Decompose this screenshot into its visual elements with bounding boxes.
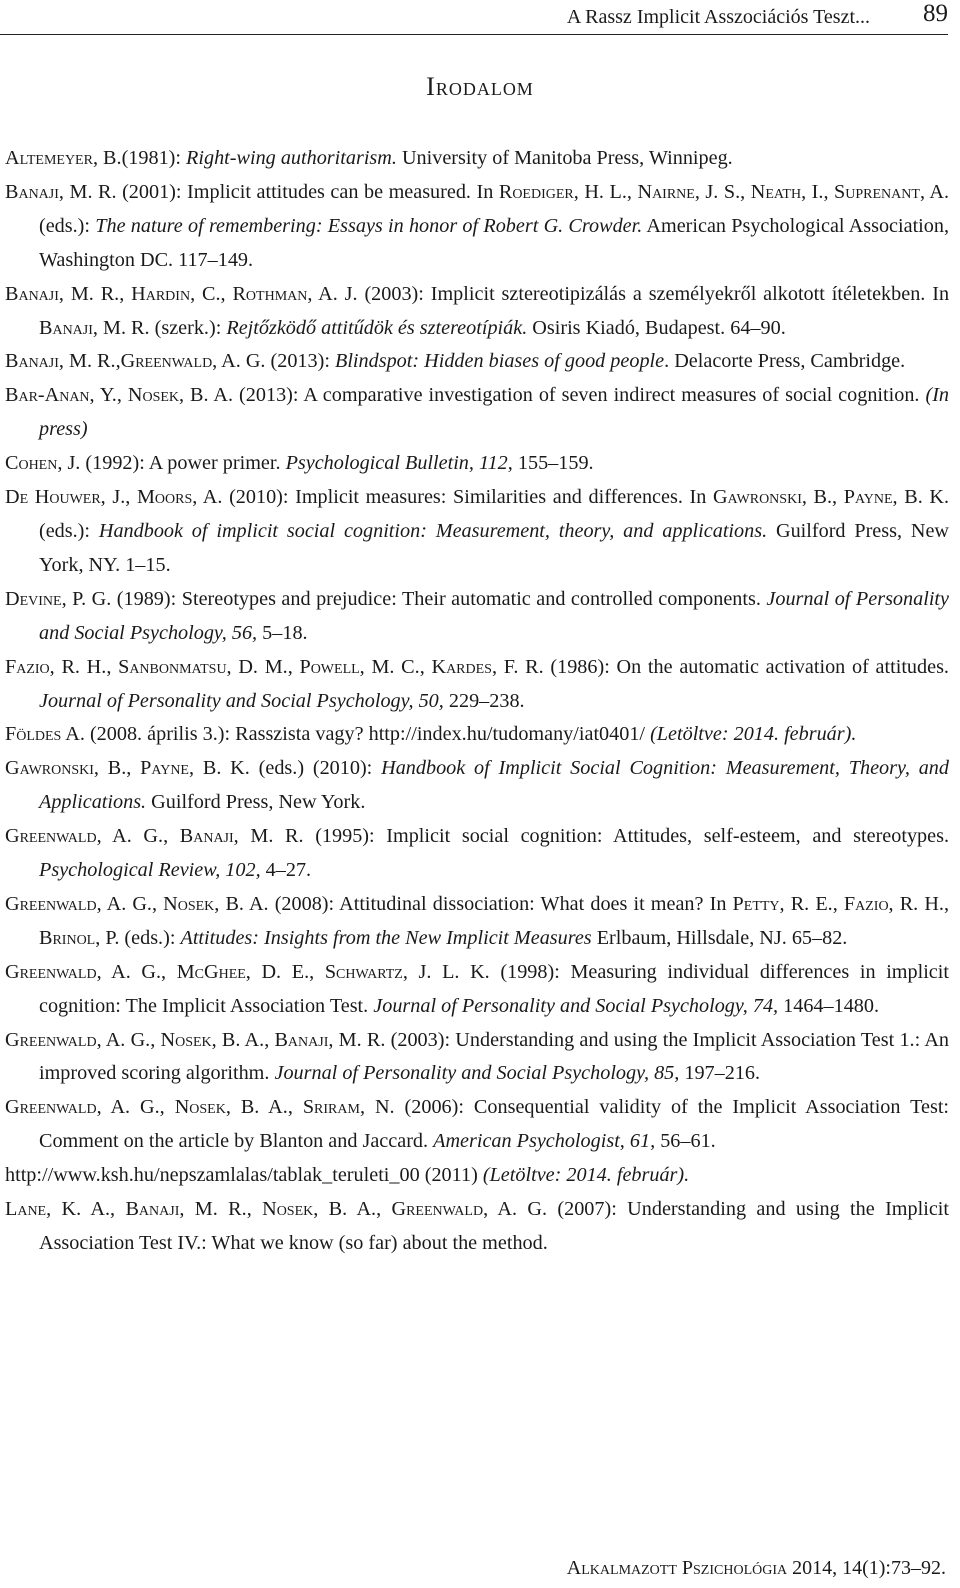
title: American Psychologist, 61, [433,1130,656,1153]
reference-item: Lane, K. A., Banaji, M. R., Nosek, B. A., Greenwald, A. G. (2007): Understanding and using the Implicit Association Test IV.: What we know (so far) about the method. [5,1198,950,1254]
url: http://www.ksh.hu/nepszamlalas/tablak_teruleti_00 (2011) [5,1164,483,1187]
author: De Houwer, J. [5,486,126,509]
title: Handbook of Implicit Social Cognition: Measurement, Theory, and Applications. [39,757,949,814]
author: Földes A. [5,723,85,746]
author: Fazio, R. H. [5,655,107,678]
author: Greenwald, A. G. [5,1096,160,1119]
author: Banaji, M. R. [5,282,120,305]
page-number: 89 [923,0,948,27]
reference-item: Fazio, R. H., Sanbonmatsu, D. M., Powell, M. C., Kardes, F. R. (1986): On the automatic activation of attitudes. Journal of Personality and Social Psychology, 50, 229–238. [5,655,949,712]
title: Handbook of implicit social cognition: Measurement, theory, and applications. [98,519,768,542]
author: Greenwald, A. G. [5,960,162,983]
running-title: A Rassz Implicit Asszociációs Teszt... [566,6,870,28]
reference-item: Greenwald, A. G., Nosek, B. A., Banaji, M. R. (2003): Understanding and using the Implicit Association Test 1.: An improved scoring algorithm. Journal of Personality and Social Psychology, 85, 197–216. [5,1028,949,1085]
reference-item: Cohen, J. (1992): A power primer. Psychological Bulletin, 112, 155–159. [5,452,594,475]
reference-item: http://www.ksh.hu/nepszamlalas/tablak_teruleti_00 (2011) (Letöltve: 2014. február). [5,1164,690,1187]
author: Gawronski, B. [5,757,127,780]
reference-item: De Houwer, J., Moors, A. (2010): Implicit measures: Similarities and differences. In Gawronski, B., Payne, B. K. (eds.): Handbook of implicit social cognition: Measurement, theory, and applications. Guilford Press, New York, NY. 1–15. [5,486,950,576]
author: Greenwald, A. G. [5,892,152,915]
running-header [0,0,948,35]
reference-item: Gawronski, B., Payne, B. K. (eds.) (2010): Handbook of Implicit Social Cognition: Measurement, Theory, and Applications. Guilford Press, New York. [5,757,949,814]
reference-item: Banaji, M. R.,Greenwald, A. G. (2013): Blindspot: Hidden biases of good people. Delacorte Press, Cambridge. [5,350,906,373]
reference-item: Greenwald, A. G., Nosek, B. A. (2008): Attitudinal dissociation: What does it mean? In Petty, R. E., Fazio, R. H., Brinol, P. (eds.): Attitudes: Insights from the New Implicit Measures Erlbaum, Hillsdale, NJ. 65–82. [5,892,950,949]
section-title: Irodalom [426,72,534,101]
reference-item: Banaji, M. R., Hardin, C., Rothman, A. J. (2003): Implicit sztereotipizálás a személyekről alkotott ítéletekben. In Banaji, M. R. (szerk.): Rejtőzködő attitűdök és sztereotípiák. Osiris Kiadó, Budapest. 64–90. [5,282,950,339]
author: Greenwald, A. G. [5,1028,151,1051]
title: The nature of remembering: Essays in honor of Robert G. Crowder. [95,214,643,237]
title: Psychological Bulletin, 112, [285,452,513,475]
author: Banaji, M. R. [5,350,116,373]
author: Lane, K. A. [5,1198,111,1221]
reference-item: Greenwald, A. G., McGhee, D. E., Schwartz, J. L. K. (1998): Measuring individual differences in implicit cognition: The Implicit Association Test. Journal of Personality and Social Psychology, 74, 1464–1480. [5,960,949,1017]
title: Blindspot: Hidden biases of good people [334,350,665,373]
author: Banaji, M. R. [5,180,117,203]
title: Journal of Personality and Social Psychology, 74, [373,994,779,1017]
title: Journal of Personality and Social Psychology, 50, [39,689,444,712]
author: Cohen, J. [5,452,81,475]
title: Journal of Personality and Social Psychology, 85, [274,1062,680,1085]
title: Attitudes: Insights from the New Implicit Measures [180,926,592,949]
reference-item: Banaji, M. R. (2001): Implicit attitudes can be measured. In Roediger, H. L., Nairne, J. S., Neath, I., Suprenant, A. (eds.): The nature of remembering: Essays in honor of Robert G. Crowder. American Psychological Association, Washington DC. 117–149. [5,180,950,271]
reference-item: Altemeyer, B.(1981): Right-wing authoritarism. University of Manitoba Press, Winnipeg. [5,147,733,169]
reference-item: Földes A. (2008. április 3.): Rasszista vagy? http://index.hu/tudomany/iat0401/ (Letöltve: 2014. február). [5,723,857,746]
title: Journal of Personality and Social Psychology, 56, [39,587,949,644]
title: Rejtőzködő attitűdök és sztereotípiák. [226,316,528,339]
author: Bar-Anan, Y. [5,384,117,407]
author: Altemeyer, B. [5,147,122,169]
reference-item: Greenwald, A. G., Nosek, B. A., Sriram, N. (2006): Consequential validity of the Implicit Association Test: Comment on the article by Blanton and Jaccard. American Psychologist, 61, 56–61. [5,1096,950,1153]
reference-item: Bar-Anan, Y., Nosek, B. A. (2013): A comparative investigation of seven indirect measures of social cognition. (In press) [5,384,950,441]
title: Right-wing authoritarism. [186,147,397,169]
author: Devine, P. G. [5,587,112,610]
reference-list [5,142,949,1261]
title: Psychological Review, 102, [39,859,261,882]
reference-item: Greenwald, A. G., Banaji, M. R. (1995): Implicit social cognition: Attitudes, self-esteem, and stereotypes. Psychological Review, 102, 4–27. [5,825,950,882]
author: Greenwald, A. G. [5,825,164,848]
reference-item: Devine, P. G. (1989): Stereotypes and prejudice: Their automatic and controlled components. Journal of Personality and Social Psychology, 56, 5–18. [5,587,949,644]
journal-footer: Alkalmazott Pszichológia 2014, 14(1):73–92. [566,1557,946,1579]
